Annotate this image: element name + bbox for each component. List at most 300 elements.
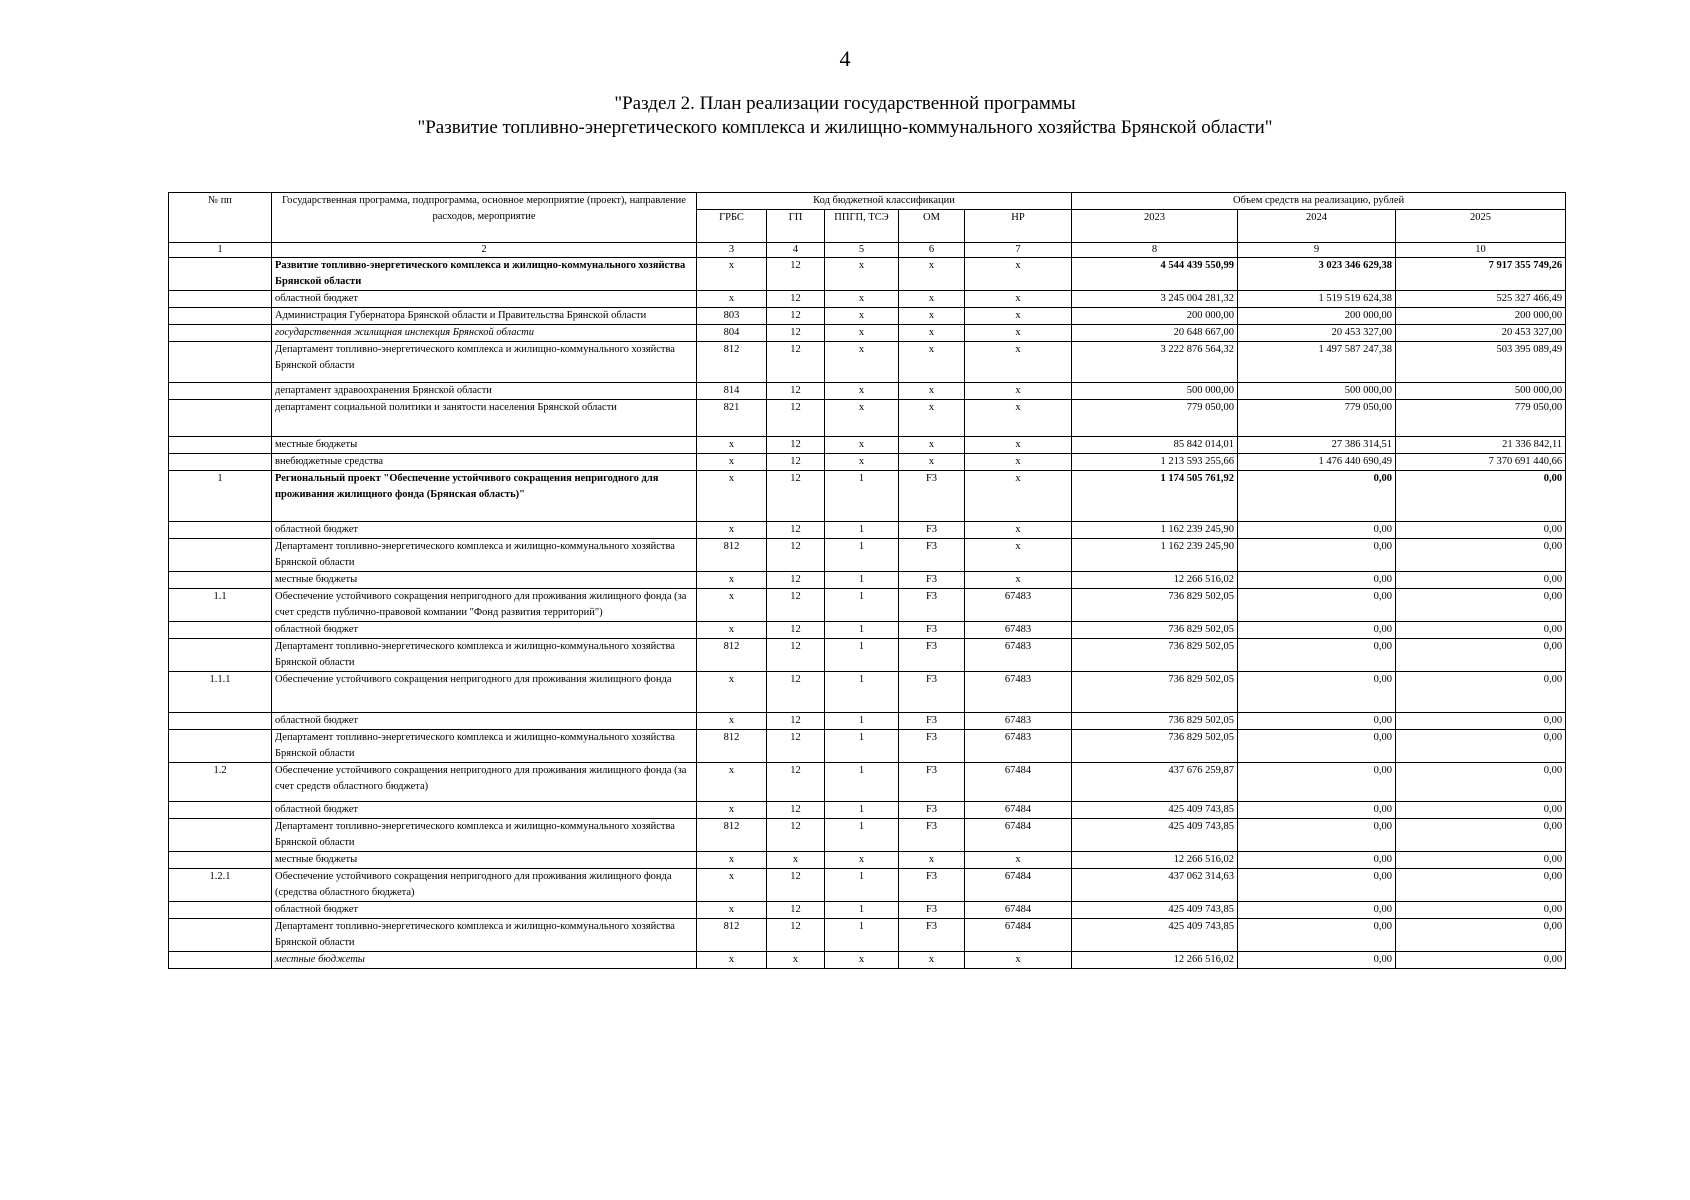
cell-grbs: 814 (697, 383, 767, 400)
cell-om: F3 (899, 730, 965, 763)
cell-gp: x (767, 852, 825, 869)
header-2023: 2023 (1072, 210, 1238, 243)
cell-2024: 0,00 (1238, 572, 1396, 589)
row-number: 1.1.1 (169, 672, 272, 713)
cell-grbs: x (697, 589, 767, 622)
cell-2023: 1 162 239 245,90 (1072, 539, 1238, 572)
cell-2025: 0,00 (1396, 919, 1566, 952)
header-np: НР (965, 210, 1072, 243)
row-name: местные бюджеты (272, 852, 697, 869)
cell-om: F3 (899, 589, 965, 622)
cell-grbs: x (697, 902, 767, 919)
cell-ppgp: 1 (825, 819, 899, 852)
row-number (169, 539, 272, 572)
cell-np: x (965, 572, 1072, 589)
cell-grbs: x (697, 802, 767, 819)
row-name: Департамент топливно-энергетического комплекса и жилищно-коммунального хозяйства Брянской области (272, 342, 697, 383)
cell-np: 67484 (965, 802, 1072, 819)
row-number: 1 (169, 471, 272, 522)
row-number (169, 437, 272, 454)
cell-gp: x (767, 952, 825, 969)
cell-2024: 0,00 (1238, 589, 1396, 622)
row-name: Развитие топливно-энергетического комплекса и жилищно-коммунального хозяйства Брянской области (272, 258, 697, 291)
cell-2023: 736 829 502,05 (1072, 730, 1238, 763)
cell-np: 67484 (965, 869, 1072, 902)
table-row (169, 342, 1566, 383)
cell-np: x (965, 454, 1072, 471)
cell-gp: 12 (767, 589, 825, 622)
cell-gp: 12 (767, 258, 825, 291)
cell-2024: 500 000,00 (1238, 383, 1396, 400)
row-number (169, 902, 272, 919)
cell-ppgp: x (825, 437, 899, 454)
cell-2023: 736 829 502,05 (1072, 622, 1238, 639)
row-name: областной бюджет (272, 522, 697, 539)
cell-2024: 0,00 (1238, 639, 1396, 672)
cell-2025: 500 000,00 (1396, 383, 1566, 400)
cell-gp: 12 (767, 539, 825, 572)
cell-grbs: x (697, 437, 767, 454)
row-number (169, 919, 272, 952)
cell-2025: 0,00 (1396, 869, 1566, 902)
cell-2023: 1 162 239 245,90 (1072, 522, 1238, 539)
row-number (169, 342, 272, 383)
cell-2024: 779 050,00 (1238, 400, 1396, 437)
cell-2024: 1 497 587 247,38 (1238, 342, 1396, 383)
row-name: Департамент топливно-энергетического комплекса и жилищно-коммунального хозяйства Брянской области (272, 919, 697, 952)
cell-2023: 736 829 502,05 (1072, 589, 1238, 622)
cell-2023: 4 544 439 550,99 (1072, 258, 1238, 291)
row-number (169, 308, 272, 325)
cell-gp: 12 (767, 902, 825, 919)
table-row (169, 730, 1566, 763)
cell-ppgp: 1 (825, 589, 899, 622)
cell-gp: 12 (767, 400, 825, 437)
col-number: 3 (697, 243, 767, 258)
table-row (169, 852, 1566, 869)
table-row (169, 522, 1566, 539)
cell-2023: 12 266 516,02 (1072, 952, 1238, 969)
cell-2024: 0,00 (1238, 622, 1396, 639)
cell-om: F3 (899, 919, 965, 952)
cell-np: 67483 (965, 589, 1072, 622)
cell-2025: 0,00 (1396, 639, 1566, 672)
cell-grbs: 821 (697, 400, 767, 437)
table-row (169, 383, 1566, 400)
cell-om: F3 (899, 471, 965, 522)
cell-2024: 27 386 314,51 (1238, 437, 1396, 454)
table-row (169, 291, 1566, 308)
header-ppgp: ППГП, ТСЭ (825, 210, 899, 243)
row-name: местные бюджеты (272, 952, 697, 969)
cell-gp: 12 (767, 383, 825, 400)
row-name: государственная жилищная инспекция Брянской области (272, 325, 697, 342)
cell-om: F3 (899, 869, 965, 902)
row-number (169, 522, 272, 539)
cell-grbs: x (697, 713, 767, 730)
cell-ppgp: x (825, 258, 899, 291)
col-number: 4 (767, 243, 825, 258)
table-row (169, 454, 1566, 471)
row-number (169, 454, 272, 471)
cell-grbs: x (697, 471, 767, 522)
col-number: 1 (169, 243, 272, 258)
row-number (169, 325, 272, 342)
cell-om: F3 (899, 522, 965, 539)
cell-gp: 12 (767, 713, 825, 730)
cell-om: x (899, 437, 965, 454)
header-2025: 2025 (1396, 210, 1566, 243)
row-name: областной бюджет (272, 622, 697, 639)
header-code-group: Код бюджетной классификации (697, 193, 1072, 210)
cell-2024: 0,00 (1238, 902, 1396, 919)
cell-2024: 0,00 (1238, 952, 1396, 969)
cell-2023: 425 409 743,85 (1072, 902, 1238, 919)
table-row (169, 902, 1566, 919)
cell-om: F3 (899, 539, 965, 572)
title-line-1: "Раздел 2. План реализации государственной программы (614, 93, 1076, 114)
row-number (169, 802, 272, 819)
cell-gp: 12 (767, 730, 825, 763)
row-name: областной бюджет (272, 291, 697, 308)
cell-om: F3 (899, 639, 965, 672)
cell-2024: 0,00 (1238, 763, 1396, 802)
cell-om: F3 (899, 572, 965, 589)
col-number: 7 (965, 243, 1072, 258)
row-number: 1.2.1 (169, 869, 272, 902)
cell-2024: 0,00 (1238, 522, 1396, 539)
table-row (169, 713, 1566, 730)
table-body (169, 193, 1566, 969)
cell-ppgp: 1 (825, 869, 899, 902)
cell-om: x (899, 952, 965, 969)
cell-ppgp: x (825, 383, 899, 400)
cell-np: x (965, 539, 1072, 572)
cell-np: 67484 (965, 763, 1072, 802)
row-name: Обеспечение устойчивого сокращения непригодного для проживания жилищного фонда (272, 672, 697, 713)
document-title (0, 92, 1690, 140)
table-row (169, 763, 1566, 802)
cell-gp: 12 (767, 639, 825, 672)
cell-2025: 779 050,00 (1396, 400, 1566, 437)
cell-grbs: x (697, 763, 767, 802)
table-row (169, 869, 1566, 902)
col-number: 9 (1238, 243, 1396, 258)
cell-gp: 12 (767, 819, 825, 852)
cell-2023: 3 245 004 281,32 (1072, 291, 1238, 308)
cell-2023: 736 829 502,05 (1072, 639, 1238, 672)
row-number (169, 852, 272, 869)
row-number (169, 622, 272, 639)
cell-2023: 500 000,00 (1072, 383, 1238, 400)
cell-2023: 779 050,00 (1072, 400, 1238, 437)
cell-2024: 3 023 346 629,38 (1238, 258, 1396, 291)
cell-2023: 12 266 516,02 (1072, 572, 1238, 589)
row-number (169, 952, 272, 969)
row-number: 1.1 (169, 589, 272, 622)
cell-ppgp: x (825, 308, 899, 325)
row-name: местные бюджеты (272, 437, 697, 454)
cell-2023: 736 829 502,05 (1072, 713, 1238, 730)
cell-om: x (899, 400, 965, 437)
row-name: Администрация Губернатора Брянской области и Правительства Брянской области (272, 308, 697, 325)
row-number (169, 713, 272, 730)
cell-np: x (965, 258, 1072, 291)
cell-gp: 12 (767, 522, 825, 539)
row-name: департамент социальной политики и занятости населения Брянской области (272, 400, 697, 437)
cell-2024: 0,00 (1238, 471, 1396, 522)
cell-grbs: x (697, 622, 767, 639)
cell-2024: 0,00 (1238, 802, 1396, 819)
cell-np: x (965, 291, 1072, 308)
title-line-2: "Развитие топливно-энергетического комплекса и жилищно-коммунального хозяйства Брянской области" (417, 117, 1273, 138)
cell-2023: 1 213 593 255,66 (1072, 454, 1238, 471)
cell-2023: 425 409 743,85 (1072, 919, 1238, 952)
table-row (169, 400, 1566, 437)
cell-2025: 0,00 (1396, 522, 1566, 539)
cell-om: x (899, 342, 965, 383)
row-name: Обеспечение устойчивого сокращения непригодного для проживания жилищного фонда (средства областного бюджета) (272, 869, 697, 902)
cell-ppgp: 1 (825, 622, 899, 639)
cell-gp: 12 (767, 919, 825, 952)
cell-ppgp: 1 (825, 572, 899, 589)
header-om: ОМ (899, 210, 965, 243)
table-row (169, 437, 1566, 454)
table-row (169, 952, 1566, 969)
cell-ppgp: x (825, 342, 899, 383)
header-gp: ГП (767, 210, 825, 243)
col-number: 5 (825, 243, 899, 258)
cell-grbs: x (697, 952, 767, 969)
cell-2025: 0,00 (1396, 852, 1566, 869)
cell-gp: 12 (767, 802, 825, 819)
row-number (169, 291, 272, 308)
cell-ppgp: x (825, 454, 899, 471)
cell-2023: 437 062 314,63 (1072, 869, 1238, 902)
row-name: Департамент топливно-энергетического комплекса и жилищно-коммунального хозяйства Брянской области (272, 539, 697, 572)
cell-2024: 0,00 (1238, 919, 1396, 952)
cell-2025: 503 395 089,49 (1396, 342, 1566, 383)
cell-2025: 0,00 (1396, 902, 1566, 919)
cell-gp: 12 (767, 437, 825, 454)
cell-2025: 0,00 (1396, 802, 1566, 819)
cell-2024: 0,00 (1238, 730, 1396, 763)
table-row (169, 258, 1566, 291)
cell-om: F3 (899, 622, 965, 639)
cell-om: F3 (899, 802, 965, 819)
row-name: Департамент топливно-энергетического комплекса и жилищно-коммунального хозяйства Брянской области (272, 819, 697, 852)
cell-2024: 200 000,00 (1238, 308, 1396, 325)
cell-om: x (899, 291, 965, 308)
row-number (169, 730, 272, 763)
cell-ppgp: 1 (825, 713, 899, 730)
cell-2024: 1 476 440 690,49 (1238, 454, 1396, 471)
row-name: внебюджетные средства (272, 454, 697, 471)
cell-ppgp: x (825, 952, 899, 969)
cell-gp: 12 (767, 763, 825, 802)
table-row (169, 672, 1566, 713)
cell-2024: 20 453 327,00 (1238, 325, 1396, 342)
cell-2024: 0,00 (1238, 539, 1396, 572)
cell-2023: 200 000,00 (1072, 308, 1238, 325)
table-row (169, 919, 1566, 952)
cell-grbs: 812 (697, 819, 767, 852)
cell-np: 67484 (965, 902, 1072, 919)
cell-np: 67484 (965, 919, 1072, 952)
cell-gp: 12 (767, 308, 825, 325)
header-grbs: ГРБС (697, 210, 767, 243)
col-number: 2 (272, 243, 697, 258)
row-number (169, 639, 272, 672)
cell-np: x (965, 342, 1072, 383)
row-number (169, 383, 272, 400)
header-name: Государственная программа, подпрограмма, основное мероприятие (проект), направление расходов, мероприятие (272, 193, 697, 243)
cell-om: x (899, 325, 965, 342)
cell-2025: 21 336 842,11 (1396, 437, 1566, 454)
cell-om: x (899, 308, 965, 325)
cell-ppgp: 1 (825, 539, 899, 572)
cell-grbs: x (697, 454, 767, 471)
row-name: областной бюджет (272, 713, 697, 730)
header-2024: 2024 (1238, 210, 1396, 243)
row-name: Региональный проект "Обеспечение устойчивого сокращения непригодного для проживания жилищного фонда (Брянская область)" (272, 471, 697, 522)
table-row (169, 572, 1566, 589)
header-row-1 (169, 193, 1566, 210)
table-row (169, 471, 1566, 522)
cell-om: F3 (899, 763, 965, 802)
cell-2023: 12 266 516,02 (1072, 852, 1238, 869)
cell-ppgp: x (825, 400, 899, 437)
cell-ppgp: 1 (825, 672, 899, 713)
cell-2023: 85 842 014,01 (1072, 437, 1238, 454)
row-name: Департамент топливно-энергетического комплекса и жилищно-коммунального хозяйства Брянской области (272, 730, 697, 763)
cell-2025: 7 370 691 440,66 (1396, 454, 1566, 471)
row-name: департамент здравоохранения Брянской области (272, 383, 697, 400)
cell-2023: 1 174 505 761,92 (1072, 471, 1238, 522)
cell-np: x (965, 471, 1072, 522)
cell-gp: 12 (767, 622, 825, 639)
cell-ppgp: x (825, 852, 899, 869)
table-row (169, 639, 1566, 672)
cell-np: 67483 (965, 622, 1072, 639)
cell-grbs: 812 (697, 539, 767, 572)
cell-grbs: x (697, 258, 767, 291)
cell-2025: 0,00 (1396, 622, 1566, 639)
cell-np: x (965, 400, 1072, 437)
cell-np: 67484 (965, 819, 1072, 852)
cell-om: x (899, 258, 965, 291)
cell-ppgp: 1 (825, 522, 899, 539)
cell-om: F3 (899, 819, 965, 852)
cell-grbs: 804 (697, 325, 767, 342)
cell-ppgp: x (825, 291, 899, 308)
cell-2024: 0,00 (1238, 672, 1396, 713)
cell-grbs: x (697, 672, 767, 713)
header-volume-group: Объем средств на реализацию, рублей (1072, 193, 1566, 210)
table-row (169, 589, 1566, 622)
cell-ppgp: 1 (825, 902, 899, 919)
cell-om: x (899, 852, 965, 869)
table-row (169, 539, 1566, 572)
cell-np: x (965, 325, 1072, 342)
cell-gp: 12 (767, 471, 825, 522)
cell-2023: 425 409 743,85 (1072, 819, 1238, 852)
row-name: Обеспечение устойчивого сокращения непригодного для проживания жилищного фонда (за счет средств областного бюджета) (272, 763, 697, 802)
cell-ppgp: 1 (825, 802, 899, 819)
table-row (169, 622, 1566, 639)
cell-np: x (965, 437, 1072, 454)
cell-om: x (899, 383, 965, 400)
cell-om: F3 (899, 902, 965, 919)
cell-2024: 0,00 (1238, 869, 1396, 902)
cell-2025: 0,00 (1396, 763, 1566, 802)
cell-2025: 0,00 (1396, 713, 1566, 730)
cell-np: x (965, 852, 1072, 869)
cell-ppgp: 1 (825, 763, 899, 802)
table-row (169, 819, 1566, 852)
cell-ppgp: 1 (825, 471, 899, 522)
cell-gp: 12 (767, 454, 825, 471)
row-number (169, 572, 272, 589)
cell-2025: 0,00 (1396, 819, 1566, 852)
cell-np: 67483 (965, 672, 1072, 713)
cell-om: x (899, 454, 965, 471)
cell-gp: 12 (767, 325, 825, 342)
cell-2023: 3 222 876 564,32 (1072, 342, 1238, 383)
cell-gp: 12 (767, 869, 825, 902)
cell-grbs: 812 (697, 730, 767, 763)
cell-np: x (965, 383, 1072, 400)
col-number: 6 (899, 243, 965, 258)
cell-2023: 736 829 502,05 (1072, 672, 1238, 713)
col-number: 8 (1072, 243, 1238, 258)
cell-np: x (965, 952, 1072, 969)
cell-ppgp: 1 (825, 919, 899, 952)
row-number (169, 400, 272, 437)
cell-2024: 0,00 (1238, 819, 1396, 852)
cell-np: x (965, 522, 1072, 539)
cell-2023: 425 409 743,85 (1072, 802, 1238, 819)
cell-np: 67483 (965, 730, 1072, 763)
cell-2024: 0,00 (1238, 713, 1396, 730)
cell-gp: 12 (767, 342, 825, 383)
cell-grbs: 803 (697, 308, 767, 325)
cell-np: x (965, 308, 1072, 325)
cell-2023: 20 648 667,00 (1072, 325, 1238, 342)
row-name: местные бюджеты (272, 572, 697, 589)
cell-ppgp: 1 (825, 639, 899, 672)
cell-grbs: 812 (697, 639, 767, 672)
cell-grbs: 812 (697, 342, 767, 383)
cell-2025: 0,00 (1396, 471, 1566, 522)
cell-2025: 7 917 355 749,26 (1396, 258, 1566, 291)
cell-2025: 0,00 (1396, 672, 1566, 713)
cell-gp: 12 (767, 291, 825, 308)
cell-2025: 200 000,00 (1396, 308, 1566, 325)
page-number: 4 (839, 46, 851, 71)
cell-2025: 525 327 466,49 (1396, 291, 1566, 308)
row-number (169, 258, 272, 291)
cell-grbs: 812 (697, 919, 767, 952)
table-row (169, 325, 1566, 342)
cell-grbs: x (697, 291, 767, 308)
cell-2025: 0,00 (1396, 730, 1566, 763)
row-number: 1.2 (169, 763, 272, 802)
cell-2025: 0,00 (1396, 952, 1566, 969)
cell-grbs: x (697, 869, 767, 902)
row-number (169, 819, 272, 852)
row-name: областной бюджет (272, 902, 697, 919)
